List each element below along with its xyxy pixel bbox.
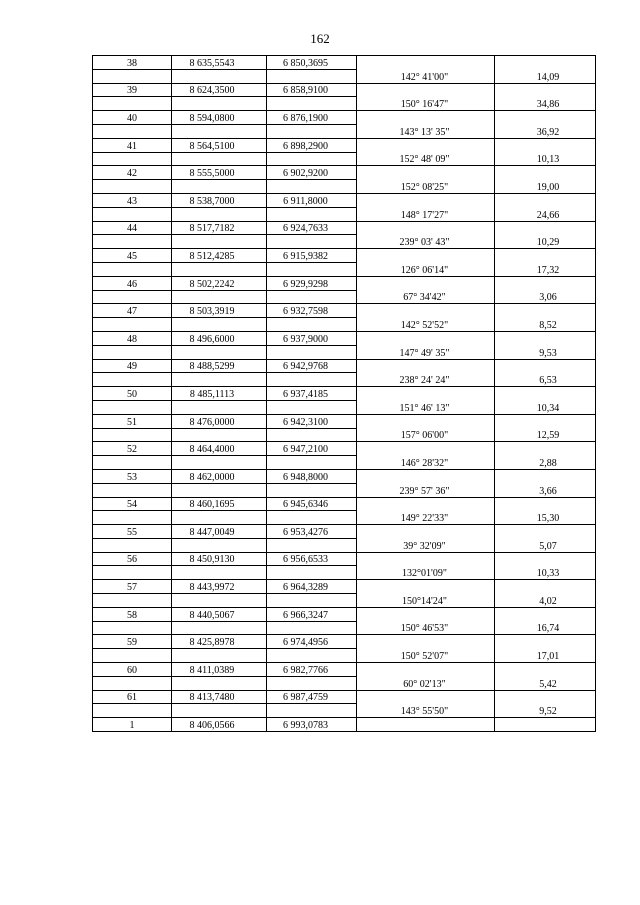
segment-length-cell [495,552,596,566]
direction-angle-cell [357,56,495,70]
segment-length-cell [495,193,596,207]
direction-angle-cell [357,442,495,456]
x-coordinate-cell [172,566,267,580]
point-number-cell: 40 [93,111,172,125]
x-coordinate-cell [172,290,267,304]
coordinates-table [92,55,596,732]
point-number-cell: 50 [93,387,172,401]
x-coordinate-cell: 8 624,3500 [172,83,267,97]
x-coordinate-cell [172,97,267,111]
point-row [93,359,596,373]
point-number-cell [93,262,172,276]
x-coordinate-cell: 8 462,0000 [172,469,267,483]
point-row [93,718,596,732]
direction-angle-cell: 67° 34'42" [357,290,495,304]
y-coordinate-cell [267,373,357,387]
point-number-cell: 38 [93,56,172,70]
measurement-row [93,318,596,332]
y-coordinate-cell: 6 876,1900 [267,111,357,125]
segment-length-cell: 2,88 [495,456,596,470]
point-row [93,497,596,511]
y-coordinate-cell [267,456,357,470]
segment-length-cell: 36,92 [495,124,596,138]
measurement-row [93,428,596,442]
x-coordinate-cell: 8 443,9972 [172,580,267,594]
x-coordinate-cell: 8 411,0389 [172,663,267,677]
x-coordinate-cell: 8 594,0800 [172,111,267,125]
x-coordinate-cell: 8 447,0049 [172,525,267,539]
direction-angle-cell [357,525,495,539]
point-row [93,552,596,566]
point-number-cell [93,97,172,111]
x-coordinate-cell [172,538,267,552]
y-coordinate-cell: 6 982,7766 [267,663,357,677]
point-number-cell: 43 [93,193,172,207]
point-number-cell [93,400,172,414]
point-number-cell [93,124,172,138]
direction-angle-cell: 150° 52'07" [357,649,495,663]
segment-length-cell: 9,52 [495,704,596,718]
x-coordinate-cell [172,704,267,718]
segment-length-cell: 16,74 [495,621,596,635]
measurement-row [93,235,596,249]
segment-length-cell [495,221,596,235]
direction-angle-cell [357,83,495,97]
point-row [93,193,596,207]
x-coordinate-cell [172,345,267,359]
point-number-cell: 61 [93,690,172,704]
point-number-cell: 53 [93,469,172,483]
segment-length-cell: 10,13 [495,152,596,166]
point-row [93,331,596,345]
y-coordinate-cell: 6 947,2100 [267,442,357,456]
point-number-cell: 47 [93,304,172,318]
segment-length-cell [495,718,596,732]
direction-angle-cell: 238° 24' 24" [357,373,495,387]
point-row [93,221,596,235]
point-number-cell: 48 [93,331,172,345]
point-row [93,663,596,677]
direction-angle-cell [357,607,495,621]
x-coordinate-cell: 8 460,1695 [172,497,267,511]
y-coordinate-cell [267,676,357,690]
direction-angle-cell [357,331,495,345]
measurement-row [93,124,596,138]
segment-length-cell [495,276,596,290]
segment-length-cell [495,635,596,649]
point-number-cell [93,207,172,221]
segment-length-cell: 5,07 [495,538,596,552]
point-row [93,304,596,318]
measurement-row [93,373,596,387]
x-coordinate-cell: 8 488,5299 [172,359,267,373]
segment-length-cell: 10,33 [495,566,596,580]
direction-angle-cell: 239° 57' 36" [357,483,495,497]
x-coordinate-cell [172,400,267,414]
measurement-row [93,262,596,276]
segment-length-cell [495,497,596,511]
y-coordinate-cell [267,262,357,276]
point-number-cell [93,566,172,580]
point-row [93,635,596,649]
coordinates-table-body [93,56,596,732]
direction-angle-cell [357,193,495,207]
direction-angle-cell [357,249,495,263]
point-row [93,690,596,704]
measurement-row [93,594,596,608]
x-coordinate-cell: 8 425,8978 [172,635,267,649]
measurement-row [93,676,596,690]
y-coordinate-cell: 6 924,7633 [267,221,357,235]
x-coordinate-cell: 8 440,5067 [172,607,267,621]
x-coordinate-cell [172,235,267,249]
point-row [93,83,596,97]
direction-angle-cell: 239° 03' 43" [357,235,495,249]
measurement-row [93,566,596,580]
segment-length-cell: 17,01 [495,649,596,663]
y-coordinate-cell [267,97,357,111]
measurement-row [93,69,596,83]
point-number-cell [93,235,172,249]
point-number-cell [93,649,172,663]
point-number-cell: 44 [93,221,172,235]
point-number-cell: 57 [93,580,172,594]
point-number-cell: 41 [93,138,172,152]
x-coordinate-cell [172,594,267,608]
direction-angle-cell: 142° 41'00" [357,69,495,83]
x-coordinate-cell: 8 512,4285 [172,249,267,263]
x-coordinate-cell [172,152,267,166]
y-coordinate-cell [267,124,357,138]
point-number-cell [93,345,172,359]
segment-length-cell: 3,06 [495,290,596,304]
segment-length-cell: 3,66 [495,483,596,497]
point-number-cell [93,511,172,525]
point-row [93,166,596,180]
y-coordinate-cell: 6 942,3100 [267,414,357,428]
x-coordinate-cell [172,456,267,470]
y-coordinate-cell [267,649,357,663]
point-number-cell: 49 [93,359,172,373]
direction-angle-cell: 150° 46'53" [357,621,495,635]
segment-length-cell [495,249,596,263]
x-coordinate-cell [172,262,267,276]
y-coordinate-cell: 6 953,4276 [267,525,357,539]
x-coordinate-cell: 8 503,3919 [172,304,267,318]
direction-angle-cell [357,497,495,511]
segment-length-cell [495,663,596,677]
x-coordinate-cell: 8 450,9130 [172,552,267,566]
direction-angle-cell: 150° 16'47" [357,97,495,111]
point-number-cell: 45 [93,249,172,263]
x-coordinate-cell: 8 464,4000 [172,442,267,456]
point-row [93,249,596,263]
x-coordinate-cell [172,621,267,635]
segment-length-cell [495,469,596,483]
segment-length-cell [495,331,596,345]
y-coordinate-cell: 6 898,2900 [267,138,357,152]
point-number-cell [93,676,172,690]
direction-angle-cell: 152° 48' 09" [357,152,495,166]
point-number-cell: 56 [93,552,172,566]
y-coordinate-cell [267,594,357,608]
measurement-row [93,290,596,304]
y-coordinate-cell: 6 937,9000 [267,331,357,345]
segment-length-cell: 6,53 [495,373,596,387]
direction-angle-cell [357,138,495,152]
direction-angle-cell: 151° 46' 13" [357,400,495,414]
y-coordinate-cell [267,400,357,414]
point-number-cell: 51 [93,414,172,428]
y-coordinate-cell [267,290,357,304]
point-number-cell [93,538,172,552]
direction-angle-cell [357,690,495,704]
measurement-row [93,152,596,166]
x-coordinate-cell: 8 635,5543 [172,56,267,70]
point-number-cell [93,152,172,166]
measurement-row [93,207,596,221]
direction-angle-cell: 147° 49' 35" [357,345,495,359]
x-coordinate-cell [172,373,267,387]
segment-length-cell: 4,02 [495,594,596,608]
x-coordinate-cell [172,207,267,221]
y-coordinate-cell [267,704,357,718]
direction-angle-cell: 149° 22'33" [357,511,495,525]
x-coordinate-cell: 8 555,5000 [172,166,267,180]
measurement-row [93,704,596,718]
segment-length-cell: 34,86 [495,97,596,111]
segment-length-cell: 14,09 [495,69,596,83]
y-coordinate-cell: 6 945,6346 [267,497,357,511]
y-coordinate-cell [267,511,357,525]
page-number: 162 [310,31,330,46]
segment-length-cell [495,414,596,428]
y-coordinate-cell: 6 915,9382 [267,249,357,263]
measurement-row [93,400,596,414]
y-coordinate-cell [267,345,357,359]
direction-angle-cell [357,718,495,732]
x-coordinate-cell: 8 476,0000 [172,414,267,428]
segment-length-cell [495,56,596,70]
measurement-row [93,180,596,194]
direction-angle-cell [357,359,495,373]
x-coordinate-cell [172,483,267,497]
point-number-cell [93,594,172,608]
point-number-cell: 39 [93,83,172,97]
y-coordinate-cell: 6 929,9298 [267,276,357,290]
segment-length-cell: 10,29 [495,235,596,249]
segment-length-cell [495,138,596,152]
segment-length-cell [495,580,596,594]
y-coordinate-cell [267,207,357,221]
y-coordinate-cell [267,566,357,580]
point-number-cell [93,621,172,635]
segment-length-cell [495,111,596,125]
point-number-cell [93,483,172,497]
direction-angle-cell [357,663,495,677]
y-coordinate-cell: 6 956,6533 [267,552,357,566]
segment-length-cell [495,83,596,97]
segment-length-cell [495,442,596,456]
point-number-cell [93,456,172,470]
point-row [93,607,596,621]
x-coordinate-cell [172,511,267,525]
direction-angle-cell [357,469,495,483]
point-row [93,525,596,539]
measurement-row [93,621,596,635]
segment-length-cell: 15,30 [495,511,596,525]
point-number-cell [93,290,172,304]
segment-length-cell [495,304,596,318]
point-number-cell: 60 [93,663,172,677]
y-coordinate-cell: 6 850,3695 [267,56,357,70]
y-coordinate-cell: 6 942,9768 [267,359,357,373]
direction-angle-cell [357,166,495,180]
direction-angle-cell: 142° 52'52" [357,318,495,332]
segment-length-cell: 24,66 [495,207,596,221]
point-number-cell [93,318,172,332]
direction-angle-cell: 39° 32'09" [357,538,495,552]
y-coordinate-cell: 6 966,3247 [267,607,357,621]
x-coordinate-cell [172,676,267,690]
segment-length-cell [495,359,596,373]
y-coordinate-cell [267,621,357,635]
measurement-row [93,456,596,470]
point-number-cell [93,373,172,387]
direction-angle-cell: 146° 28'32" [357,456,495,470]
measurement-row [93,483,596,497]
direction-angle-cell: 157° 06'00" [357,428,495,442]
segment-length-cell: 17,32 [495,262,596,276]
direction-angle-cell [357,276,495,290]
y-coordinate-cell [267,69,357,83]
point-number-cell: 55 [93,525,172,539]
point-row [93,138,596,152]
segment-length-cell: 8,52 [495,318,596,332]
y-coordinate-cell [267,152,357,166]
measurement-row [93,97,596,111]
measurement-row [93,511,596,525]
segment-length-cell [495,387,596,401]
measurement-row [93,538,596,552]
point-number-cell [93,428,172,442]
direction-angle-cell [357,580,495,594]
segment-length-cell: 12,59 [495,428,596,442]
y-coordinate-cell [267,483,357,497]
x-coordinate-cell: 8 485,1113 [172,387,267,401]
x-coordinate-cell [172,124,267,138]
direction-angle-cell: 143° 13' 35" [357,124,495,138]
point-number-cell: 46 [93,276,172,290]
point-row [93,469,596,483]
direction-angle-cell [357,635,495,649]
point-row [93,414,596,428]
y-coordinate-cell [267,428,357,442]
point-row [93,276,596,290]
y-coordinate-cell: 6 987,4759 [267,690,357,704]
y-coordinate-cell: 6 858,9100 [267,83,357,97]
direction-angle-cell [357,221,495,235]
segment-length-cell [495,690,596,704]
x-coordinate-cell: 8 538,7000 [172,193,267,207]
x-coordinate-cell [172,69,267,83]
segment-length-cell: 9,53 [495,345,596,359]
x-coordinate-cell: 8 517,7182 [172,221,267,235]
point-row [93,387,596,401]
y-coordinate-cell: 6 911,8000 [267,193,357,207]
y-coordinate-cell: 6 974,4956 [267,635,357,649]
y-coordinate-cell: 6 964,3289 [267,580,357,594]
y-coordinate-cell: 6 993,0783 [267,718,357,732]
measurement-row [93,649,596,663]
segment-length-cell [495,525,596,539]
point-number-cell [93,69,172,83]
segment-length-cell [495,166,596,180]
measurement-row [93,345,596,359]
x-coordinate-cell [172,180,267,194]
x-coordinate-cell: 8 502,2242 [172,276,267,290]
x-coordinate-cell: 8 564,5100 [172,138,267,152]
point-number-cell: 59 [93,635,172,649]
direction-angle-cell [357,304,495,318]
point-number-cell: 54 [93,497,172,511]
direction-angle-cell [357,552,495,566]
direction-angle-cell: 148° 17'27" [357,207,495,221]
x-coordinate-cell [172,318,267,332]
x-coordinate-cell [172,649,267,663]
y-coordinate-cell [267,235,357,249]
y-coordinate-cell: 6 948,8000 [267,469,357,483]
direction-angle-cell: 143° 55'50" [357,704,495,718]
point-row [93,111,596,125]
point-number-cell: 58 [93,607,172,621]
y-coordinate-cell: 6 932,7598 [267,304,357,318]
direction-angle-cell: 132°01'09" [357,566,495,580]
direction-angle-cell [357,111,495,125]
y-coordinate-cell [267,318,357,332]
y-coordinate-cell [267,538,357,552]
y-coordinate-cell [267,180,357,194]
x-coordinate-cell: 8 496,6000 [172,331,267,345]
segment-length-cell: 19,00 [495,180,596,194]
point-row [93,56,596,70]
direction-angle-cell [357,387,495,401]
segment-length-cell [495,607,596,621]
x-coordinate-cell: 8 413,7480 [172,690,267,704]
point-row [93,442,596,456]
direction-angle-cell [357,414,495,428]
x-coordinate-cell: 8 406,0566 [172,718,267,732]
point-number-cell: 42 [93,166,172,180]
x-coordinate-cell [172,428,267,442]
y-coordinate-cell: 6 902,9200 [267,166,357,180]
point-row [93,580,596,594]
direction-angle-cell: 152° 08'25" [357,180,495,194]
direction-angle-cell: 126° 06'14" [357,262,495,276]
segment-length-cell: 10,34 [495,400,596,414]
point-number-cell: 1 [93,718,172,732]
y-coordinate-cell: 6 937,4185 [267,387,357,401]
point-number-cell [93,180,172,194]
direction-angle-cell: 60° 02'13" [357,676,495,690]
point-number-cell: 52 [93,442,172,456]
segment-length-cell: 5,42 [495,676,596,690]
direction-angle-cell: 150°14'24" [357,594,495,608]
point-number-cell [93,704,172,718]
